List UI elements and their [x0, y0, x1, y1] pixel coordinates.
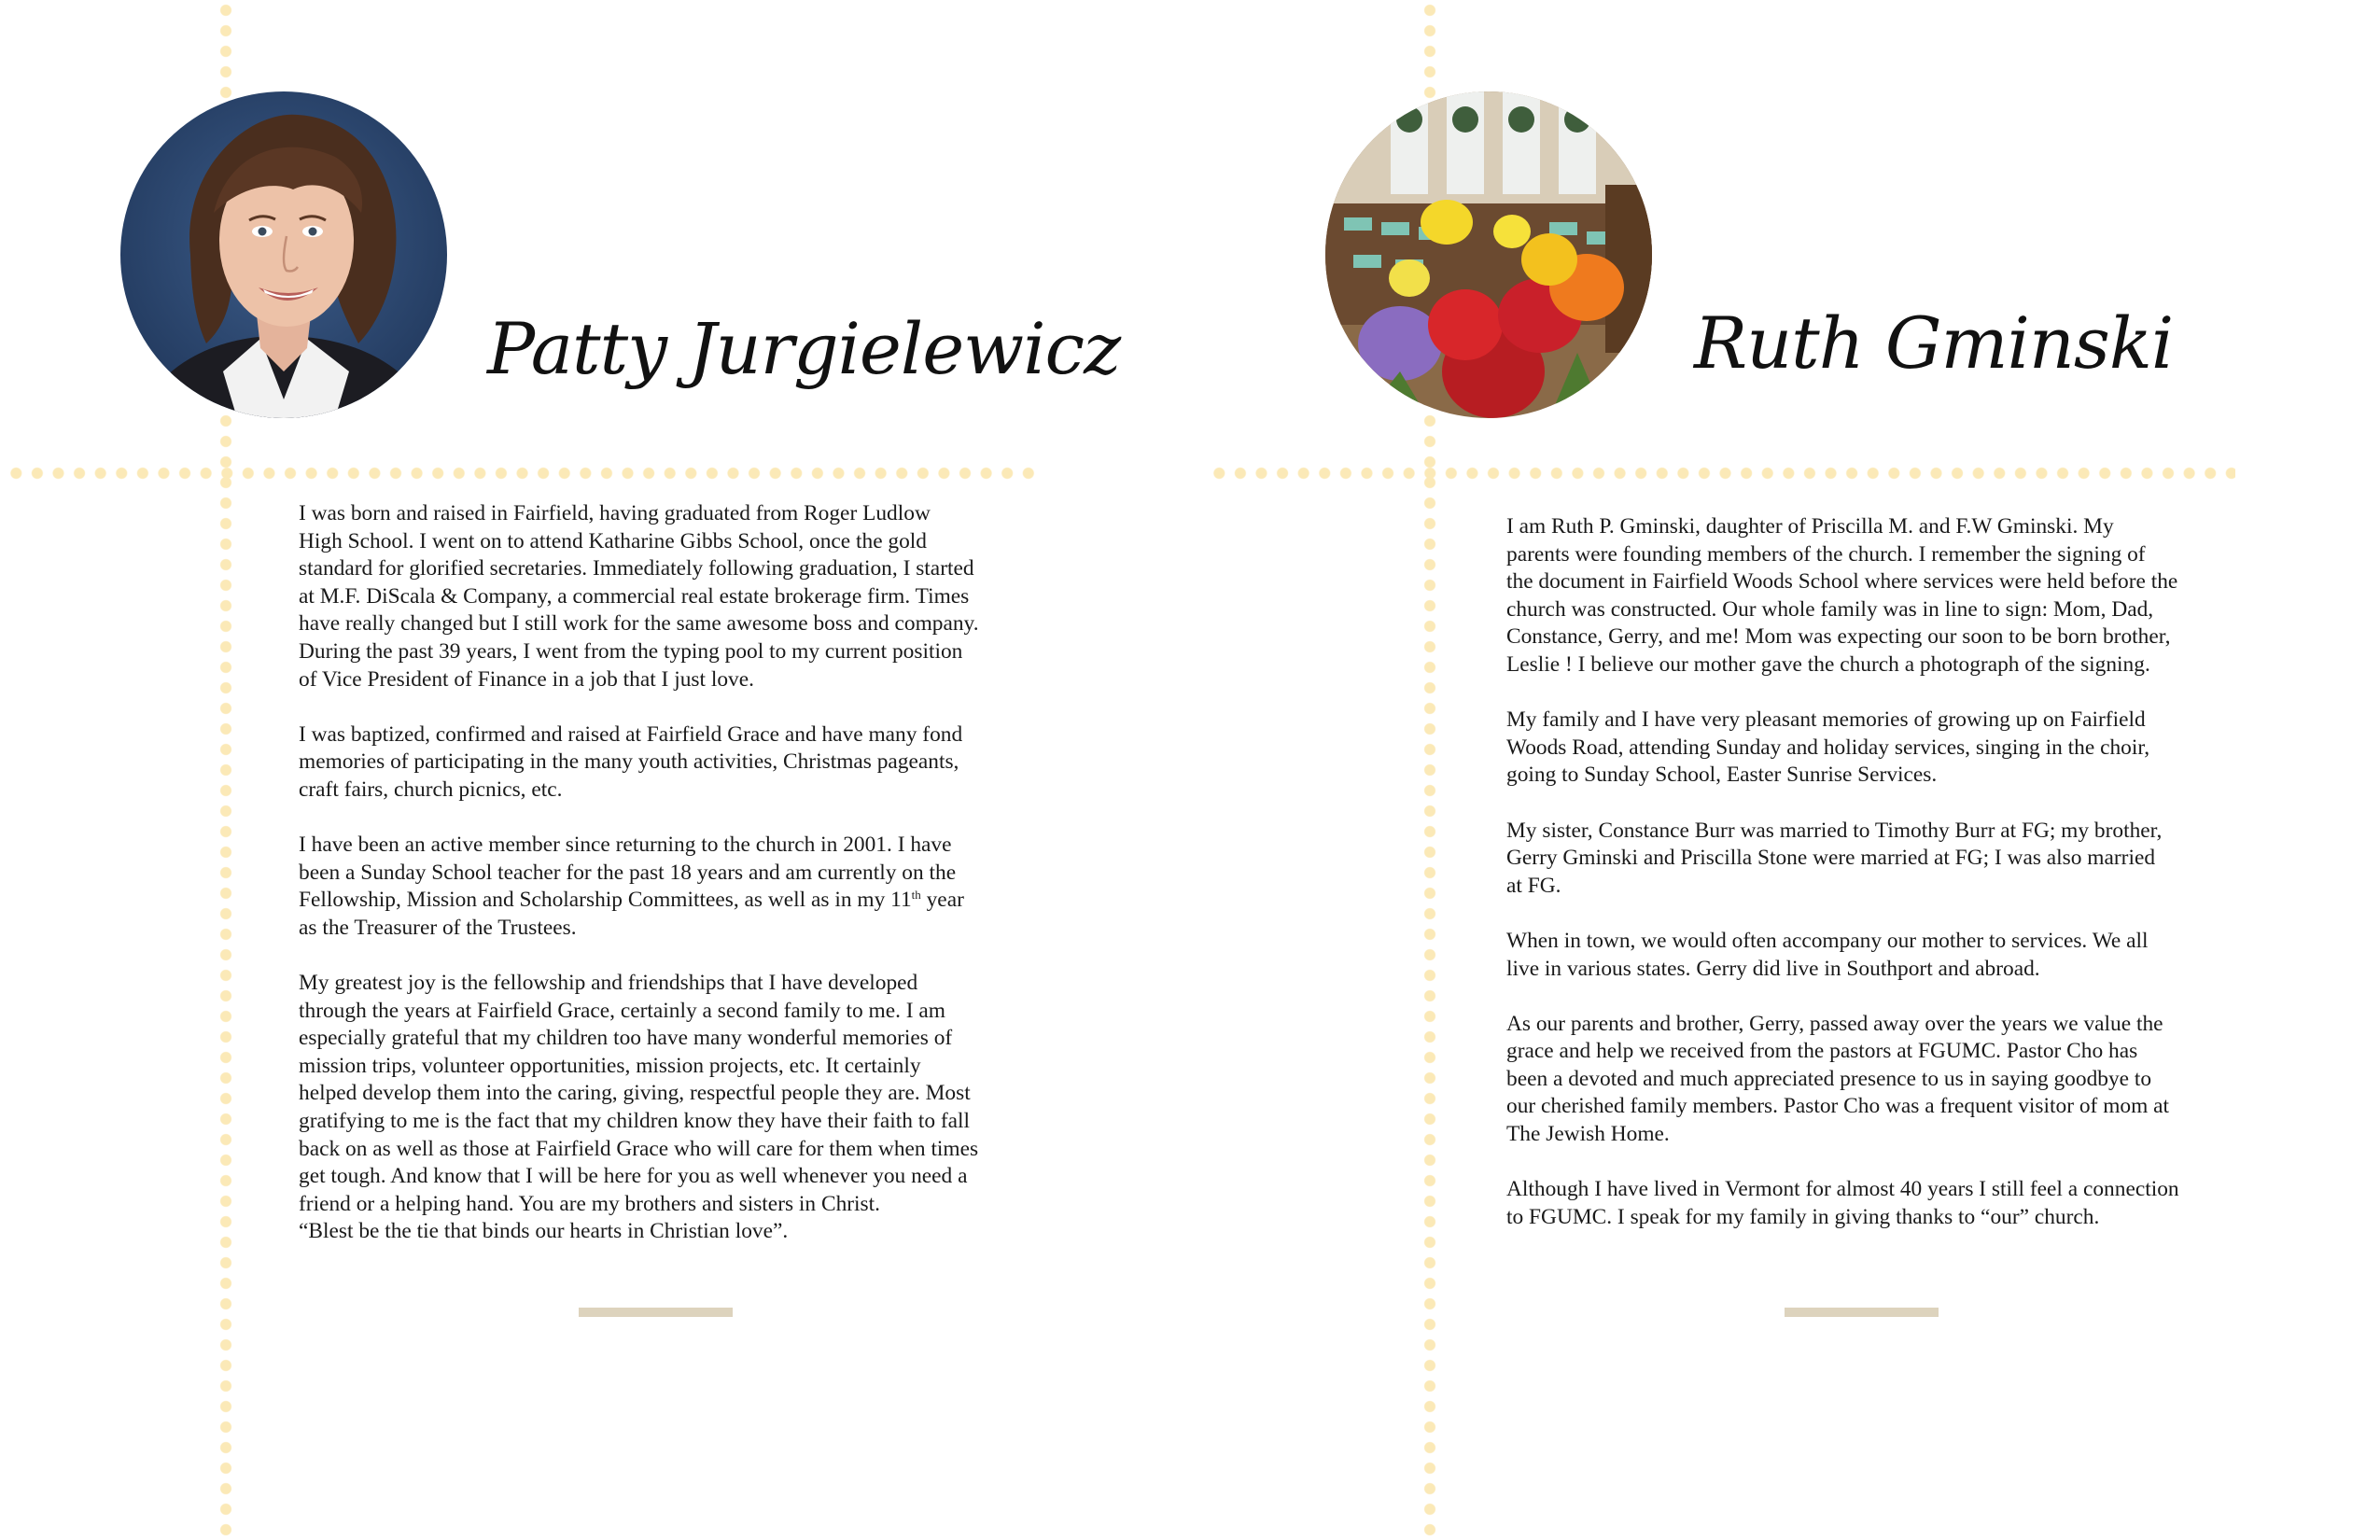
- right-page: [1190, 0, 2380, 1540]
- bio-paragraph: When in town, we would often accompany our mother to services. We all live in various states. Gerry did live in Southport and abroad.: [1506, 928, 2149, 981]
- bio-text: [1506, 513, 2244, 1259]
- horizontal-dot-guide: [6, 467, 1036, 480]
- horizontal-dot-guide: [1209, 467, 2235, 480]
- bio-text-run: year as the Treasurer of the Trustees.: [299, 888, 964, 940]
- bio-paragraph: I was born and raised in Fairfield, having graduated from Roger Ludlow High School. I went on to attend Katharine Gibbs School, once the gold standard for glorified secretaries. Immediately following graduation, I started at M.F. DiScala & Company, a commercial real estate brokerage firm. Times have really changed but I still work for the same awesome boss and company. During the past 39 years, I went from the typing pool to my current position of Vice President of Finance in a job that I just love.: [299, 501, 979, 692]
- bio-text: [299, 500, 1036, 1274]
- bio-text-run: I have been an active member since returning to the church in 2001. I have been a Sunday School teacher for the past 18 years and am currently on the Fellowship, Mission and Scholarship Committees, as well as in my 11: [299, 833, 957, 913]
- bio-paragraph: My family and I have very pleasant memories of growing up on Fairfield Woods Road, attending Sunday and holiday services, singing in the choir, going to Sunday School, Easter Sunrise Services.: [1506, 707, 2150, 788]
- bio-paragraph: Although I have lived in Vermont for almost 40 years I still feel a connection to FGUMC. I speak for my family in giving thanks to “our” church.: [1506, 1177, 2179, 1229]
- bio-paragraph: My sister, Constance Burr was married to Timothy Burr at FG; my brother, Gerry Gminski and Priscilla Stone were married at FG; I was also married at FG.: [1506, 818, 2163, 898]
- ordinal-suffix: th: [911, 888, 921, 903]
- bio-paragraph: [299, 832, 1036, 942]
- church-flowers-photo-icon: [1325, 91, 1652, 418]
- person-name: Ruth Gminski: [1694, 301, 2174, 385]
- divider-bar: [579, 1308, 733, 1317]
- bio-paragraph: I am Ruth P. Gminski, daughter of Priscilla M. and F.W Gminski. My parents were founding members of the church. I remember the signing of the document in Fairfield Woods School where services were held before the church was constructed. Our whole family was in line to sign: Mom, Dad, Constance, Gerry, and me! Mom was expecting our soon to be born brother, Leslie ! I believe our mother gave the church a photograph of the signing.: [1506, 514, 2178, 677]
- portrait-photo-icon: [120, 91, 447, 418]
- person-name: Patty Jurgielewicz: [487, 307, 1121, 390]
- bio-paragraph: I was baptized, confirmed and raised at Fairfield Grace and have many fond memories of participating in the many youth activities, Christmas pageants, craft fairs, church picnics, etc.: [299, 721, 963, 802]
- divider-bar: [1785, 1308, 1939, 1317]
- bio-paragraph: As our parents and brother, Gerry, passed away over the years we value the grace and help we received from the pastors at FGUMC. Pastor Cho has been a devoted and much appreciated presence to us in saying goodbye to our cherished family members. Pastor Cho was a frequent visitor of mom at The Jewish Home.: [1506, 1011, 2169, 1147]
- bio-paragraph: My greatest joy is the fellowship and friendships that I have developed through the years at Fairfield Grace, certainly a second family to me. I am especially grateful that my children too have many wonderful memories of mission trips, volunteer opportunities, mission projects, etc. It certainly helped develop them into the caring, giving, respectful people they are. Most gratifying to me is the fact that my children know they have their faith to fall back on as well as those at Fairfield Grace who will care for them when times get tough. And know that I will be here for you as well whenever you need a friend or a helping hand. You are my brothers and sisters in Christ. “Blest be the tie that binds our hearts in Christian love”.: [299, 971, 979, 1244]
